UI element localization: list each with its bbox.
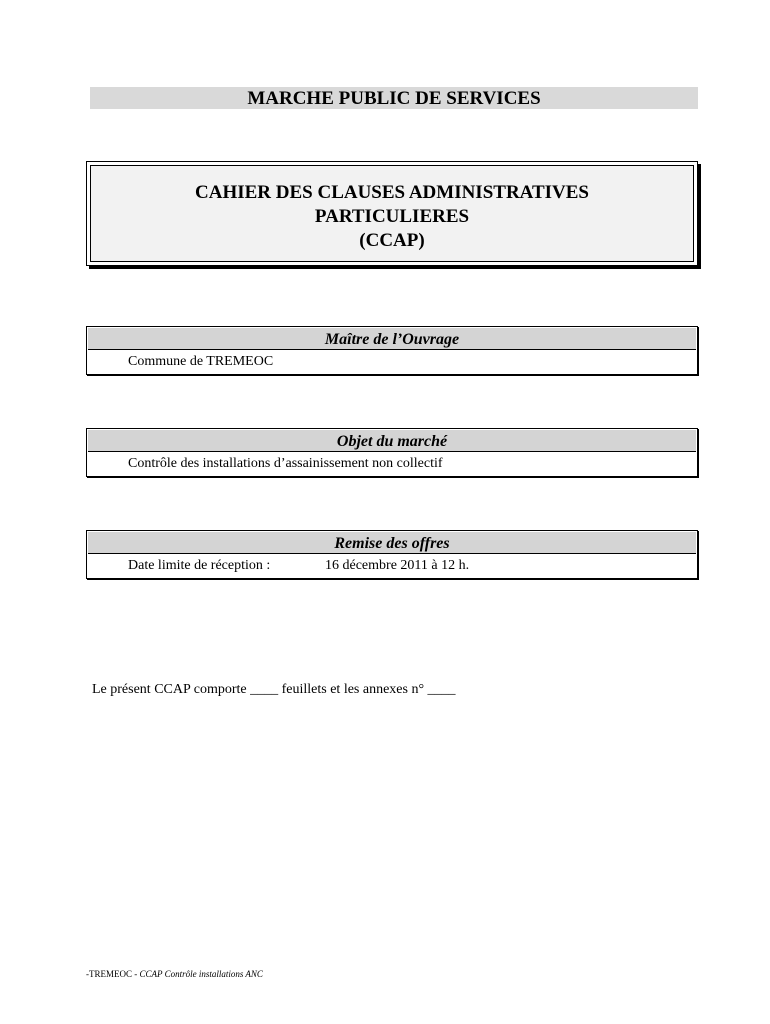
section-remise-offres xyxy=(86,530,698,579)
ccap-title-box xyxy=(86,161,698,266)
footer-prefix: -TREMEOC - xyxy=(86,969,140,979)
section-objet-marche xyxy=(86,428,698,477)
section-header: Objet du marché xyxy=(88,430,696,452)
section-maitre-ouvrage xyxy=(86,326,698,375)
deadline-label: Date limite de réception : xyxy=(128,558,271,573)
section-header: Remise des offres xyxy=(88,532,696,554)
section-content: Commune de TREMEOC xyxy=(128,354,274,369)
deadline-value: 16 décembre 2011 à 12 h. xyxy=(325,558,470,573)
ccap-title-line-3: (CCAP) xyxy=(359,230,425,251)
section-content: Contrôle des installations d’assainissement non collectif xyxy=(128,456,443,471)
footer-doc-name: CCAP Contrôle installations ANC xyxy=(139,969,263,979)
section-content xyxy=(87,554,697,578)
page-footer xyxy=(86,968,263,980)
ccap-title-line-1: CAHIER DES CLAUSES ADMINISTRATIVES xyxy=(195,182,589,203)
sheet-count-statement: Le présent CCAP comporte ____ feuillets et les annexes n° ____ xyxy=(92,682,456,697)
ccap-title-line-2: PARTICULIERES xyxy=(314,206,470,227)
document-title: MARCHE PUBLIC DE SERVICES xyxy=(90,87,698,109)
ccap-title-inner xyxy=(90,165,694,262)
section-header: Maître de l’Ouvrage xyxy=(88,328,696,350)
